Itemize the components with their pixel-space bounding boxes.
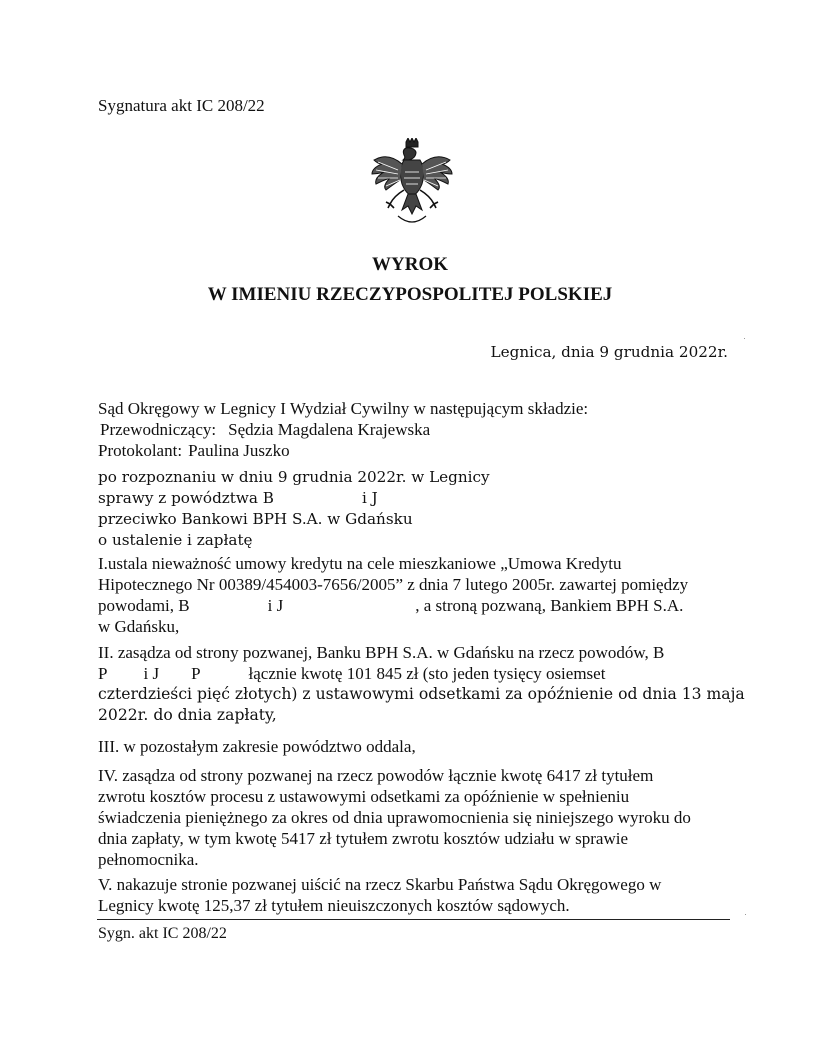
procedure-details xyxy=(98,467,490,551)
ruling-3 xyxy=(98,736,738,757)
subject-line: o ustalenie i zapłatę xyxy=(98,531,253,549)
ruling-2 xyxy=(98,642,745,726)
ruling-1-line: Hipotecznego Nr 00389/454003-7656/2005” z dnia 7 lutego 2005r. zawartej pomiędzy xyxy=(98,575,689,594)
ruling-2-text: P xyxy=(98,664,108,683)
ruling-1-line: I.ustala nieważność umowy kredytu na cele mieszkaniowe „Umowa Kredytu xyxy=(98,554,622,573)
footer-case-reference: Sygn. akt IC 208/22 xyxy=(98,925,227,942)
defendant-line: przeciwko Bankowi BPH S.A. w Gdańsku xyxy=(98,510,413,528)
ruling-4-line: świadczenia pieniężnego za okres od dnia uprawomocnienia się niniejszego wyroku do xyxy=(98,808,691,827)
plaintiffs-line xyxy=(98,488,490,509)
ruling-3-line: III. w pozostałym zakresie powództwo oddala, xyxy=(98,737,416,756)
ruling-2-line: czterdzieści pięć złotych) z ustawowymi odsetkami za opóźnienie od dnia 13 maja xyxy=(98,685,745,703)
footer-divider xyxy=(97,919,730,920)
ruling-1-text: , a stroną pozwaną, Bankiem BPH S.A. xyxy=(415,596,684,615)
place-and-date: Legnica, dnia 9 grudnia 2022r. xyxy=(490,343,728,361)
ruling-4-line: zwrotu kosztów procesu z ustawowymi odsetkami za opóźnienie w spełnieniu xyxy=(98,787,630,806)
ruling-2-text: i J xyxy=(143,664,160,683)
ruling-4-line: IV. zasądza od strony pozwanej na rzecz powodów łącznie kwotę 6417 zł tytułem xyxy=(98,766,654,785)
ruling-2-line: II. zasądza od strony pozwanej, Banku BPH S.A. w Gdańsku na rzecz powodów, B xyxy=(98,643,665,662)
court-composition xyxy=(98,398,588,461)
ruling-1 xyxy=(98,553,738,637)
document-subtitle: W IMIENIU RZECZYPOSPOLITEJ POLSKIEJ xyxy=(207,284,613,305)
ruling-1-line xyxy=(98,595,738,616)
hearing-line: po rozpoznaniu w dniu 9 grudnia 2022r. w Legnicy xyxy=(98,468,490,486)
ruling-5-line: Legnicy kwotę 125,37 zł tytułem nieuiszczonych kosztów sądowych. xyxy=(98,896,570,915)
ruling-5 xyxy=(98,874,738,916)
ruling-1-text: powodami, B xyxy=(98,596,190,615)
ruling-2-text: łącznie kwotę 101 845 zł (sto jeden tysięcy osiemset xyxy=(248,664,606,683)
ruling-4-line: pełnomocnika. xyxy=(98,850,199,869)
chair-label: Przewodniczący: xyxy=(100,420,217,439)
ruling-1-line: w Gdańsku, xyxy=(98,617,180,636)
plaintiffs-prefix: sprawy z powództwa B xyxy=(98,489,274,507)
polish-eagle-emblem-icon xyxy=(368,138,456,228)
case-reference: Sygnatura akt IC 208/22 xyxy=(98,96,265,115)
court-name: Sąd Okręgowy w Legnicy I Wydział Cywilny w następującym składzie: xyxy=(98,399,589,418)
ruling-2-line: 2022r. do dnia zapłaty, xyxy=(98,706,277,724)
plaintiffs-second: i J xyxy=(361,489,378,507)
ruling-4 xyxy=(98,765,738,870)
chair-name: Sędzia Magdalena Krajewska xyxy=(228,420,431,439)
ruling-4-line: dnia zapłaty, w tym kwotę 5417 zł tytułem zwrotu kosztów udziału w sprawie xyxy=(98,829,629,848)
ruling-2-text: P xyxy=(191,664,201,683)
chair-row xyxy=(98,419,588,440)
document-title: WYROK xyxy=(372,254,448,275)
scan-artifact xyxy=(744,338,745,339)
clerk-row xyxy=(98,440,588,461)
ruling-5-line: V. nakazuje stronie pozwanej uiścić na rzecz Skarbu Państwa Sądu Okręgowego w xyxy=(98,875,662,894)
scan-artifact xyxy=(745,914,746,915)
clerk-name: Paulina Juszko xyxy=(188,441,290,460)
ruling-1-text: i J xyxy=(267,596,284,615)
ruling-2-line xyxy=(98,663,738,684)
clerk-label: Protokolant: xyxy=(98,441,183,460)
